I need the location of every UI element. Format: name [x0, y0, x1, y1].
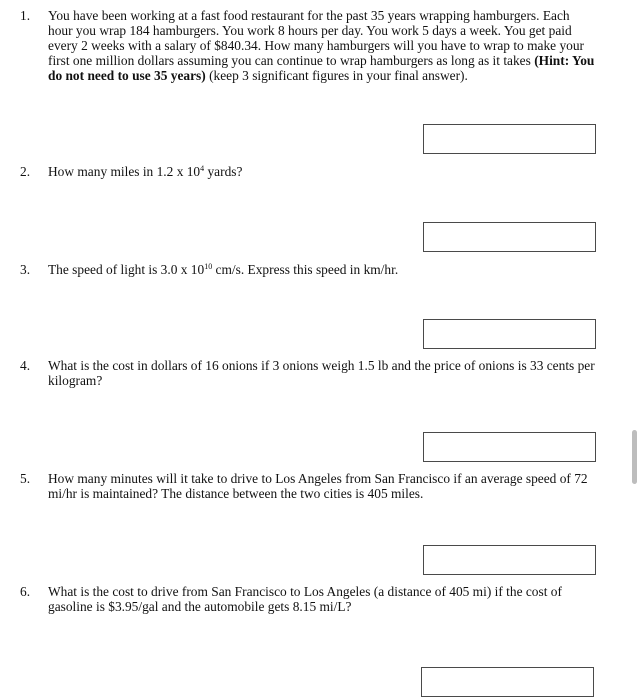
question-number: 3. [20, 262, 31, 277]
answer-box-4[interactable] [423, 432, 596, 462]
exponent: 4 [200, 164, 205, 173]
answer-box-6[interactable] [421, 667, 594, 697]
question-number: 1. [20, 8, 31, 23]
answer-box-2[interactable] [423, 222, 596, 252]
question-text-part: You have been working at a fast food restaurant for the past 35 years wrapping hamburgers. Each hour you wrap 184 hamburgers. You work 8 hours per day. You work 5 days a week. You get paid every 2 weeks with a salary of $840.34. How many hamburgers will you have to wrap to make your first one million dollars assuming you can continue to wrap hamburgers as long as it takes [48, 8, 584, 68]
question-text-part: cm/s. Express this speed in km/hr. [212, 262, 399, 277]
question-text-part: yards? [204, 164, 243, 179]
question-text: How many minutes will it take to drive to Los Angeles from San Francisco if an average speed of 72 mi/hr is maintained? The distance between the two cities is 405 miles. [48, 471, 588, 501]
answer-box-3[interactable] [423, 319, 596, 349]
question-text: What is the cost in dollars of 16 onions if 3 onions weigh 1.5 lb and the price of onions is 33 cents per kilogram? [48, 358, 595, 388]
exponent: 10 [204, 262, 213, 271]
question-number: 4. [20, 358, 31, 373]
question-number: 2. [20, 164, 31, 179]
question-text-part: The speed of light is 3.0 x 10 [48, 262, 205, 277]
question-text [48, 164, 596, 179]
scrollbar[interactable] [632, 430, 637, 484]
question-number: 6. [20, 584, 31, 599]
question-text-part: How many miles in 1.2 x 10 [48, 164, 201, 179]
answer-box-5[interactable] [423, 545, 596, 575]
answer-box-1[interactable] [423, 124, 596, 154]
question-text: What is the cost to drive from San Francisco to Los Angeles (a distance of 405 mi) if the cost of gasoline is $3.95/gal and the automobile gets 8.15 mi/L? [48, 584, 562, 614]
hint-text: (Hint: You do not need to use 35 years) [48, 53, 595, 83]
question-number: 5. [20, 471, 31, 486]
question-text-part: (keep 3 significant figures in your final answer). [205, 68, 468, 83]
question-text [48, 8, 596, 83]
question-text [48, 262, 596, 277]
